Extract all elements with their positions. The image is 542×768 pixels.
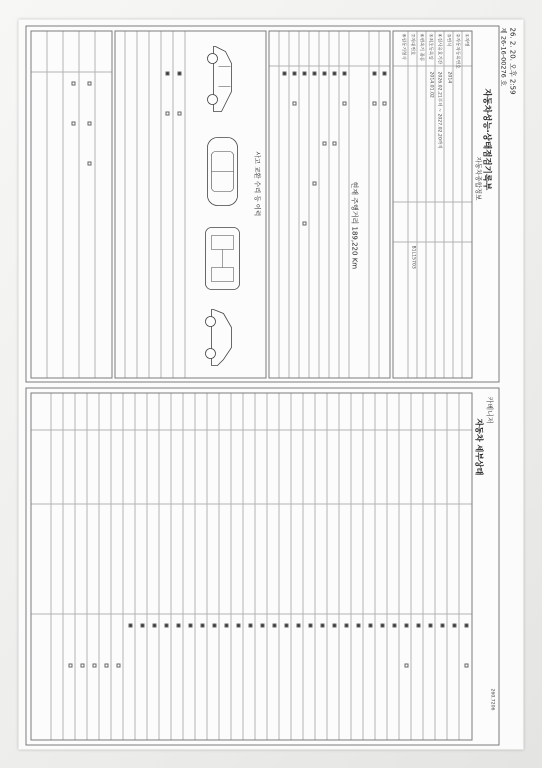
row-value-vin: B1L15703: [410, 245, 416, 269]
checkbox[interactable]: [189, 624, 193, 628]
checkbox[interactable]: [303, 222, 307, 226]
car-front-side-diagram: [202, 302, 244, 372]
checkbox[interactable]: [129, 624, 133, 628]
checkbox[interactable]: [313, 72, 317, 76]
row-value-valid: 2026.02.21부터 ~ 2027.02.20까지: [436, 71, 442, 149]
checkbox[interactable]: [105, 664, 109, 668]
checkbox[interactable]: [343, 72, 347, 76]
inspection-document-sheet: [19, 20, 524, 750]
checkbox[interactable]: [309, 624, 313, 628]
checkbox[interactable]: [72, 122, 76, 126]
checkbox[interactable]: [261, 624, 265, 628]
checkbox[interactable]: [333, 72, 337, 76]
right-page: [26, 388, 500, 746]
left-page-title: 자동차성능·상태점검기록부: [481, 88, 492, 191]
basic-info-table: [393, 31, 473, 379]
document-number: 제 26-16-00276 호: [499, 27, 508, 87]
checkbox[interactable]: [249, 624, 253, 628]
checkbox[interactable]: [383, 72, 387, 76]
left-page-subtitle: 자동차종합정보: [474, 156, 483, 201]
row-label-trans: ⑥변속기 종류: [418, 33, 424, 62]
row-value-first-reg: 2014.01.02: [428, 71, 434, 98]
checkbox[interactable]: [88, 162, 92, 166]
row-label-valid: ④검사유효기간: [436, 33, 442, 65]
checkbox[interactable]: [333, 142, 337, 146]
row-label-name: ①차명: [463, 33, 469, 47]
checkbox[interactable]: [369, 624, 373, 628]
status-checklist: [269, 31, 391, 379]
checkbox[interactable]: [405, 624, 409, 628]
checkbox[interactable]: [429, 624, 433, 628]
left-page: [26, 26, 500, 383]
checkbox[interactable]: [293, 102, 297, 106]
row-label-reg: ②자동차등록번호: [454, 33, 460, 69]
checkbox[interactable]: [177, 624, 181, 628]
brand-logo: 카베니저: [485, 396, 494, 424]
checkbox[interactable]: [213, 624, 217, 628]
checkbox[interactable]: [465, 624, 469, 628]
checkbox[interactable]: [283, 72, 287, 76]
checkbox[interactable]: [69, 664, 73, 668]
checkbox[interactable]: [81, 664, 85, 668]
checkbox[interactable]: [178, 72, 182, 76]
checkbox[interactable]: [313, 182, 317, 186]
checkbox[interactable]: [273, 624, 277, 628]
checkbox[interactable]: [88, 82, 92, 86]
checkbox[interactable]: [345, 624, 349, 628]
checkbox[interactable]: [178, 112, 182, 116]
row-value-year: 2014: [446, 71, 452, 84]
checkbox[interactable]: [117, 664, 121, 668]
checkbox[interactable]: [303, 72, 307, 76]
checkbox[interactable]: [393, 624, 397, 628]
car-top-diagram: [202, 132, 244, 212]
checkbox[interactable]: [321, 624, 325, 628]
checkbox[interactable]: [373, 72, 377, 76]
car-underbody-diagram: [202, 222, 244, 297]
checkbox[interactable]: [323, 142, 327, 146]
row-label-engine: ⑧원동기형식: [400, 33, 406, 60]
print-date: 26. 2. 20. 오후 2:59: [508, 27, 517, 95]
checkbox[interactable]: [357, 624, 361, 628]
checkbox[interactable]: [72, 82, 76, 86]
checkbox[interactable]: [141, 624, 145, 628]
current-mileage: 현재 주행거리 189,220 Km: [350, 181, 359, 270]
checkbox[interactable]: [166, 72, 170, 76]
checkbox[interactable]: [373, 102, 377, 106]
row-label-vin: ⑦차대번호: [409, 33, 415, 56]
checkbox[interactable]: [441, 624, 445, 628]
checkbox[interactable]: [153, 624, 157, 628]
accident-history-title: 사고 교환 수리 등 이력: [253, 151, 262, 217]
checkbox[interactable]: [93, 664, 97, 668]
row-label-year: ③연식: [445, 33, 451, 47]
checkbox[interactable]: [225, 624, 229, 628]
checkbox[interactable]: [293, 72, 297, 76]
checkbox[interactable]: [465, 664, 469, 668]
row-label-first-reg: ⑤최초등록일: [427, 33, 433, 60]
checkbox[interactable]: [165, 624, 169, 628]
checkbox[interactable]: [333, 624, 337, 628]
right-page-title: 자동차 세부상태: [474, 418, 484, 476]
checkbox[interactable]: [383, 102, 387, 106]
checkbox[interactable]: [88, 122, 92, 126]
checkbox[interactable]: [405, 664, 409, 668]
checkbox[interactable]: [343, 102, 347, 106]
checkbox[interactable]: [297, 624, 301, 628]
checkbox[interactable]: [166, 112, 170, 116]
checkbox[interactable]: [417, 624, 421, 628]
remarks-section: [31, 31, 113, 379]
checkbox[interactable]: [201, 624, 205, 628]
car-side-diagram: [204, 42, 244, 117]
checkbox[interactable]: [453, 624, 457, 628]
right-page-label: 260.7206: [489, 688, 495, 711]
accident-history-section: [115, 31, 267, 379]
checkbox[interactable]: [285, 624, 289, 628]
checkbox[interactable]: [237, 624, 241, 628]
checkbox[interactable]: [323, 72, 327, 76]
detail-condition-table: [31, 393, 473, 741]
checkbox[interactable]: [381, 624, 385, 628]
